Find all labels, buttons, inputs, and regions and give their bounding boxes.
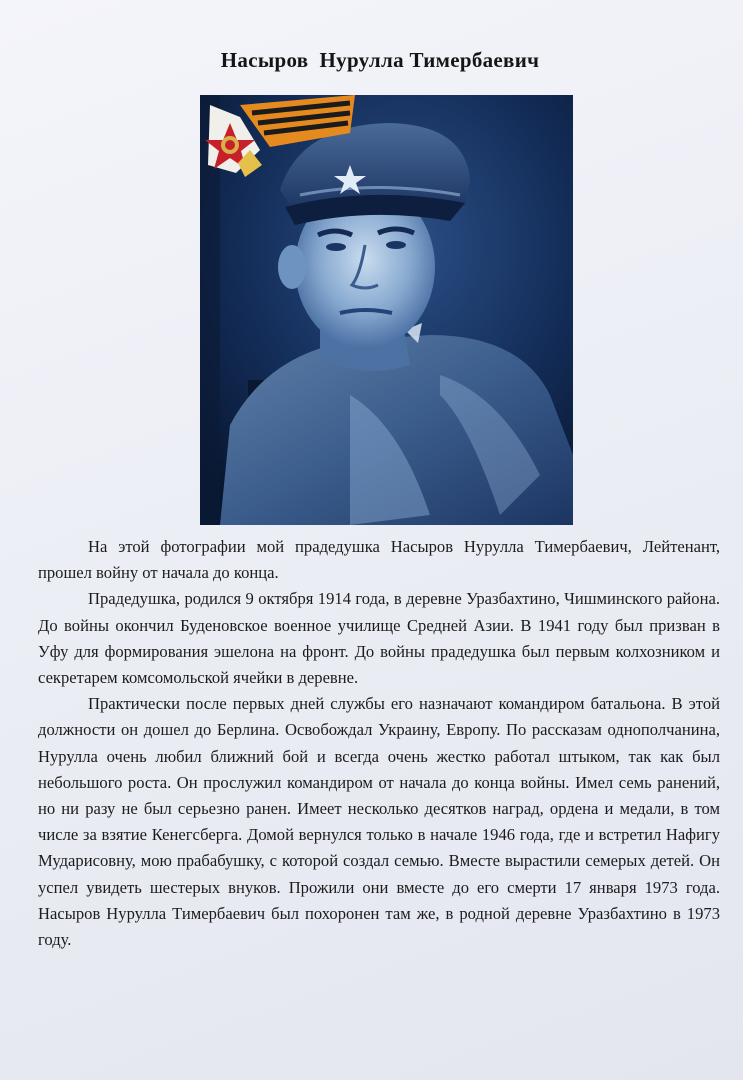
page-title: Насыров Нурулла Тимербаевич — [220, 48, 540, 72]
paragraph-intro: На этой фотографии мой прадедушка Насыров Нурулла Тимербаевич, Лейтенант, прошел войну от начала до конца. — [38, 537, 720, 583]
paragraph-early-life: Прадедушка, родился 9 октября 1914 года, в деревне Уразбахтино, Чишминского района. До войны окончил Буденовское военное училище Средней Азии. В 1941 году был призван в Уфу для формирования эшелона на фронт. До войны прадедушка был первым колхозником и секретарем комсомольской ячейки в деревне. — [38, 589, 720, 688]
portrait-photo — [200, 95, 573, 525]
biography-text — [38, 534, 720, 953]
paragraph-war-service: Практически после первых дней службы его назначают командиром батальона. В этой должности он дошел до Берлина. Освобождал Украину, Европу. По рассказам однополчанина, Нурулла очень любил ближний бой и всегда очень жестко работал штыком, так как был небольшого роста. Он прослужил командиром от начала до конца войны. Имел семь ранений, но ни разу не был серьезно ранен. Имеет несколько десятков наград, ордена и медали, в том числе за взятие Кенегсберга. Домой вернулся только в начале 1946 года, где и встретил Нафигу Мударисовну, мою прабабушку, с которой создал семью. Вместе вырастили семерых детей. Он успел увидеть шестерых внуков. Прожили они вместе до его смерти 17 января 1973 года. Насыров Нурулла Тимербаевич был похоронен там же, в родной деревне Уразбахтино в 1973 году. — [38, 694, 720, 950]
